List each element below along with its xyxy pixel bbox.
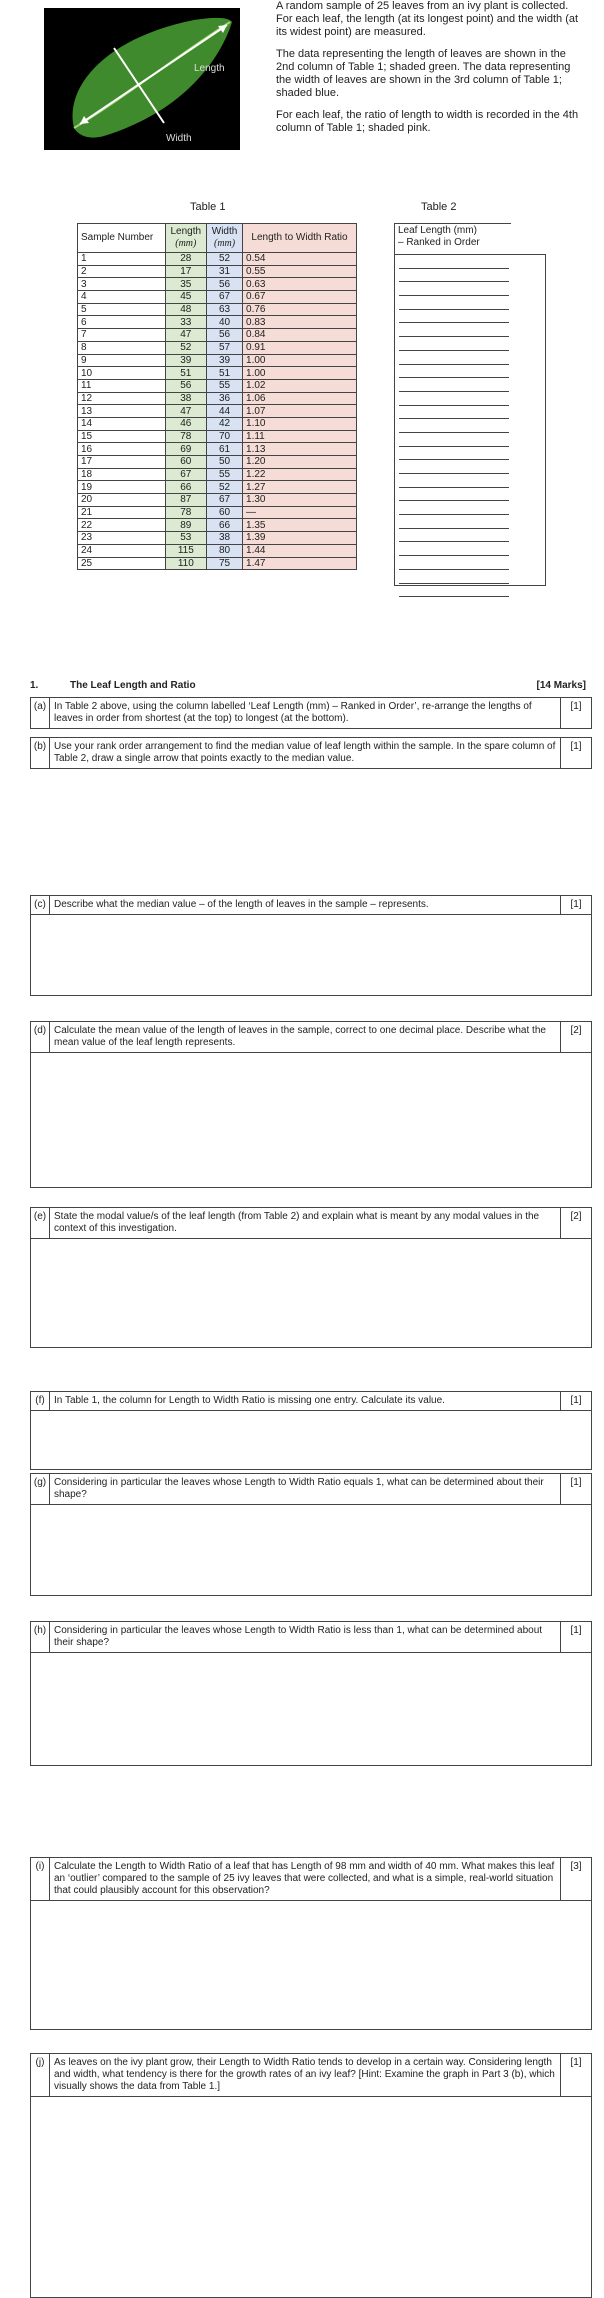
table2-row[interactable]: [399, 269, 509, 283]
cell-width: 57: [207, 341, 243, 354]
cell-length: 46: [165, 417, 207, 430]
cell-width: 60: [207, 506, 243, 519]
table2-row[interactable]: [399, 447, 509, 461]
question-e: [30, 1207, 592, 1348]
table-row: [78, 354, 357, 367]
cell-width: 44: [207, 405, 243, 418]
question-marks: [1]: [560, 698, 591, 728]
table-row: [78, 519, 357, 532]
cell-ratio: 0.54: [243, 253, 357, 266]
question-marks: [3]: [560, 1858, 591, 1900]
cell-length: 47: [165, 405, 207, 418]
cell-ratio: 1.44: [243, 544, 357, 557]
answer-area[interactable]: [31, 2097, 591, 2297]
cell-sample: 15: [78, 430, 166, 443]
table2-row[interactable]: [399, 515, 509, 529]
table2-row[interactable]: [399, 474, 509, 488]
table-row: [78, 468, 357, 481]
cell-width: 52: [207, 253, 243, 266]
table-row: [78, 506, 357, 519]
question-label: (g): [31, 1474, 50, 1504]
cell-length: 87: [165, 494, 207, 507]
header-length: Length (mm): [165, 224, 207, 253]
cell-sample: 20: [78, 494, 166, 507]
cell-sample: 10: [78, 367, 166, 380]
question-label: (c): [31, 896, 50, 914]
question-text: Use your rank order arrangement to find the median value of leaf length within the sample. In the spare column of Table 2, draw a single arrow that points exactly to the median value.: [54, 741, 556, 764]
cell-sample: 11: [78, 379, 166, 392]
question-label: (j): [31, 2054, 50, 2096]
table-row: [78, 379, 357, 392]
cell-ratio: 1.00: [243, 354, 357, 367]
table-row: [78, 265, 357, 278]
cell-length: 110: [165, 557, 207, 570]
cell-ratio: 1.13: [243, 443, 357, 456]
question-c: [30, 895, 592, 996]
header-ratio: Length to Width Ratio: [243, 224, 357, 253]
section-heading: [30, 680, 586, 691]
question-label: (e): [31, 1208, 50, 1238]
question-f: [30, 1391, 592, 1470]
table2-rank-column[interactable]: [394, 254, 546, 586]
cell-ratio: 0.84: [243, 329, 357, 342]
cell-length: 60: [165, 456, 207, 469]
question-i: [30, 1857, 592, 2030]
cell-length: 45: [165, 291, 207, 304]
question-g: [30, 1473, 592, 1596]
cell-sample: 3: [78, 278, 166, 291]
cell-length: 28: [165, 253, 207, 266]
section-marks: [14 Marks]: [536, 680, 586, 691]
cell-sample: 16: [78, 443, 166, 456]
table-row: [78, 544, 357, 557]
question-text: Considering in particular the leaves whose Length to Width Ratio is less than 1, what can be determined about their shape?: [54, 1625, 543, 1648]
table1-caption: Table 1: [190, 201, 226, 213]
question-d: [30, 1021, 592, 1188]
cell-length: 56: [165, 379, 207, 392]
table-row: [78, 532, 357, 545]
table2-row[interactable]: [399, 282, 509, 296]
cell-ratio: 1.06: [243, 392, 357, 405]
cell-sample: 17: [78, 456, 166, 469]
cell-ratio: 1.10: [243, 417, 357, 430]
question-marks: [1]: [560, 2054, 591, 2096]
cell-length: 52: [165, 341, 207, 354]
cell-width: 80: [207, 544, 243, 557]
table2-row[interactable]: [399, 255, 509, 269]
answer-area[interactable]: [31, 1505, 591, 1595]
intro-paragraph-2: The data representing the length of leaves are shown in the 2nd column of Table 1; shaded green. The data representing the width of leaves are shown in the 3rd column of Table 1; shaded blue.: [276, 48, 571, 99]
table2-row[interactable]: [399, 296, 509, 310]
cell-width: 66: [207, 519, 243, 532]
cell-length: 47: [165, 329, 207, 342]
table-row: [78, 494, 357, 507]
table2: [394, 223, 546, 255]
cell-length: 33: [165, 316, 207, 329]
table-row: [78, 367, 357, 380]
cell-width: 63: [207, 303, 243, 316]
cell-width: 56: [207, 329, 243, 342]
question-text: Considering in particular the leaves whose Length to Width Ratio equals 1, what can be determined about their shape?: [54, 1477, 544, 1500]
cell-ratio: 1.07: [243, 405, 357, 418]
question-text: In Table 1, the column for Length to Width Ratio is missing one entry. Calculate its value.: [54, 1395, 445, 1406]
question-label: (d): [31, 1022, 50, 1052]
question-label: (a): [31, 698, 50, 728]
cell-sample: 4: [78, 291, 166, 304]
question-marks: [1]: [560, 1474, 591, 1504]
table2-row[interactable]: [399, 433, 509, 447]
cell-sample: 21: [78, 506, 166, 519]
answer-area[interactable]: [31, 1239, 591, 1347]
intro-paragraph-3: For each leaf, the ratio of length to width is recorded in the 4th column of Table 1; shaded pink.: [276, 109, 579, 134]
cell-length: 69: [165, 443, 207, 456]
table2-row[interactable]: [399, 584, 509, 598]
cell-width: 51: [207, 367, 243, 380]
cell-sample: 2: [78, 265, 166, 278]
table-row: [78, 291, 357, 304]
cell-width: 52: [207, 481, 243, 494]
question-marks: [1]: [560, 896, 591, 914]
cell-width: 75: [207, 557, 243, 570]
cell-ratio: 0.91: [243, 341, 357, 354]
cell-width: 67: [207, 291, 243, 304]
table2-row[interactable]: [399, 406, 509, 420]
cell-sample: 8: [78, 341, 166, 354]
question-text: As leaves on the ivy plant grow, their Length to Width Ratio tends to develop in a certain way. Considering length and width, what tendency is there for the growth rates of an ivy leaf? [Hint: Examine the graph in Part 3 (b), which visually shows the data from Table 1.]: [54, 2057, 555, 2092]
cell-ratio: 1.00: [243, 367, 357, 380]
cell-ratio: 1.22: [243, 468, 357, 481]
cell-width: 50: [207, 456, 243, 469]
cell-length: 39: [165, 354, 207, 367]
cell-sample: 13: [78, 405, 166, 418]
table2-row[interactable]: [399, 529, 509, 543]
cell-ratio: 1.27: [243, 481, 357, 494]
question-label: (i): [31, 1858, 50, 1900]
table1: [77, 223, 357, 570]
cell-length: 78: [165, 430, 207, 443]
cell-sample: 9: [78, 354, 166, 367]
cell-sample: 14: [78, 417, 166, 430]
cell-width: 67: [207, 494, 243, 507]
leaf-length-label: Length: [194, 63, 225, 74]
cell-sample: 5: [78, 303, 166, 316]
table-row: [78, 557, 357, 570]
cell-width: 61: [207, 443, 243, 456]
cell-ratio: 0.76: [243, 303, 357, 316]
table2-header: Leaf Length (mm) – Ranked in Order: [394, 223, 511, 255]
table-row: [78, 253, 357, 266]
cell-width: 56: [207, 278, 243, 291]
table2-caption: Table 2: [421, 201, 457, 213]
cell-ratio: 1.30: [243, 494, 357, 507]
table1-body: [78, 253, 357, 570]
answer-area[interactable]: [31, 1901, 591, 2029]
cell-ratio: 1.11: [243, 430, 357, 443]
table-row: [78, 430, 357, 443]
cell-sample: 18: [78, 468, 166, 481]
cell-length: 51: [165, 367, 207, 380]
answer-area[interactable]: [31, 1411, 591, 1469]
question-marks: [1]: [560, 1392, 591, 1410]
cell-sample: 19: [78, 481, 166, 494]
cell-ratio: 0.63: [243, 278, 357, 291]
leaf-image: [44, 8, 240, 150]
cell-sample: 22: [78, 519, 166, 532]
cell-sample: 1: [78, 253, 166, 266]
table2-row[interactable]: [399, 323, 509, 337]
cell-width: 42: [207, 417, 243, 430]
cell-ratio: 1.47: [243, 557, 357, 570]
cell-length: 53: [165, 532, 207, 545]
table-row: [78, 329, 357, 342]
cell-length: 115: [165, 544, 207, 557]
question-b: [30, 737, 592, 769]
leaf-width-label: Width: [166, 133, 192, 144]
cell-width: 38: [207, 532, 243, 545]
table2-row[interactable]: [399, 501, 509, 515]
cell-ratio: 1.02: [243, 379, 357, 392]
cell-sample: 12: [78, 392, 166, 405]
table2-row[interactable]: [399, 556, 509, 570]
cell-sample: 24: [78, 544, 166, 557]
header-sample: Sample Number: [78, 224, 166, 253]
cell-length: 17: [165, 265, 207, 278]
cell-sample: 23: [78, 532, 166, 545]
table2-row[interactable]: [399, 542, 509, 556]
table2-row[interactable]: [399, 570, 509, 584]
cell-width: 70: [207, 430, 243, 443]
answer-area[interactable]: [31, 1053, 591, 1187]
table-row: [78, 405, 357, 418]
table-row: [78, 443, 357, 456]
question-a: [30, 697, 592, 729]
table2-row[interactable]: [399, 419, 509, 433]
question-marks: [2]: [560, 1022, 591, 1052]
question-h: [30, 1621, 592, 1766]
cell-length: 67: [165, 468, 207, 481]
answer-area[interactable]: [31, 915, 591, 995]
cell-ratio: 1.20: [243, 456, 357, 469]
cell-width: 40: [207, 316, 243, 329]
cell-ratio: 0.55: [243, 265, 357, 278]
intro-text: [276, 0, 586, 144]
table-row: [78, 456, 357, 469]
question-marks: [1]: [560, 1622, 591, 1652]
table-row: [78, 341, 357, 354]
question-marks: [1]: [560, 738, 591, 768]
intro-paragraph-1: A random sample of 25 leaves from an ivy plant is collected. For each leaf, the length (at its longest point) and the width (at its widest point) are measured.: [276, 0, 579, 38]
cell-length: 78: [165, 506, 207, 519]
cell-sample: 6: [78, 316, 166, 329]
table-row: [78, 417, 357, 430]
table2-row[interactable]: [399, 310, 509, 324]
cell-ratio: 1.35: [243, 519, 357, 532]
question-text: In Table 2 above, using the column labelled ‘Leaf Length (mm) – Ranked in Order’, re-arrange the lengths of leaves in order from shortest (at the top) to longest (at the bottom).: [54, 701, 532, 724]
question-label: (b): [31, 738, 50, 768]
table-row: [78, 316, 357, 329]
table2-row[interactable]: [399, 337, 509, 351]
cell-width: 36: [207, 392, 243, 405]
cell-ratio: 0.83: [243, 316, 357, 329]
cell-length: 66: [165, 481, 207, 494]
cell-width: 31: [207, 265, 243, 278]
cell-sample: 7: [78, 329, 166, 342]
cell-length: 38: [165, 392, 207, 405]
table-row: [78, 303, 357, 316]
table2-row[interactable]: [399, 460, 509, 474]
table2-row[interactable]: [399, 488, 509, 502]
table2-row[interactable]: [399, 351, 509, 365]
question-marks: [2]: [560, 1208, 591, 1238]
section-title: The Leaf Length and Ratio: [70, 680, 196, 691]
table-row: [78, 481, 357, 494]
table2-row[interactable]: [399, 378, 509, 392]
cell-width: 55: [207, 468, 243, 481]
cell-length: 35: [165, 278, 207, 291]
cell-ratio: 1.39: [243, 532, 357, 545]
cell-length: 89: [165, 519, 207, 532]
cell-ratio: —: [243, 506, 357, 519]
table2-row[interactable]: [399, 365, 509, 379]
cell-ratio: 0.67: [243, 291, 357, 304]
header-width: Width (mm): [207, 224, 243, 253]
section-number: 1.: [30, 680, 39, 691]
question-text: Calculate the Length to Width Ratio of a leaf that has Length of 98 mm and width of 40 mm. What makes this leaf an ‘outlier’ compared to the sample of 25 ivy leaves that were collected, and what is a simple, real-world situation that could plausibly account for this observation?: [54, 1861, 555, 1896]
answer-area[interactable]: [31, 1653, 591, 1765]
cell-width: 39: [207, 354, 243, 367]
table2-row[interactable]: [399, 392, 509, 406]
question-text: Describe what the median value – of the length of leaves in the sample – represents.: [54, 899, 429, 910]
question-label: (f): [31, 1392, 50, 1410]
cell-sample: 25: [78, 557, 166, 570]
table-row: [78, 278, 357, 291]
question-text: Calculate the mean value of the length of leaves in the sample, correct to one decimal place. Describe what the mean value of the leaf length represents.: [54, 1025, 546, 1048]
question-text: State the modal value/s of the leaf length (from Table 2) and explain what is meant by any modal values in the context of this investigation.: [54, 1211, 540, 1234]
question-label: (h): [31, 1622, 50, 1652]
cell-length: 48: [165, 303, 207, 316]
question-j: [30, 2053, 592, 2298]
cell-width: 55: [207, 379, 243, 392]
table-row: [78, 392, 357, 405]
